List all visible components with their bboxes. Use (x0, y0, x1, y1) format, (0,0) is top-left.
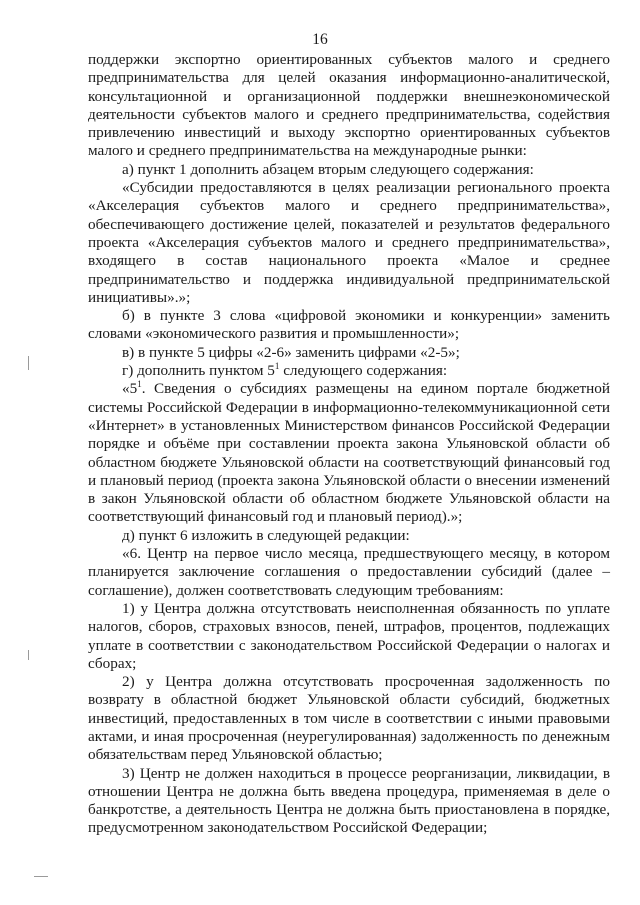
paragraph-10 (88, 600, 610, 673)
scan-mark (28, 356, 29, 370)
paragraph-text: 2) у Центра должна отсутствовать просроченная задолженность по возврату в областной бюджет Ульяновской области субсидий, бюджетных инвестиций, предоставленных в том числе в соответствии с иными правовыми актами, и иная просроченная (неурегулированная) задолженность по денежным обязательствам перед Ульяновской областью; (88, 673, 610, 764)
paragraph-text: «6. Центр на первое число месяца, предшествующего месяцу, в котором планируется заключение соглашения о предоставлении субсидий (далее – соглашение), должен соответствовать следующим требованиям: (88, 545, 610, 599)
paragraph-2 (88, 161, 610, 179)
paragraph-text: поддержки экспортно ориентированных субъектов малого и среднего предпринимательства для целей оказания информационно-аналитической, консультационной и организационной поддержки внешнеэкономической деятельности субъектов малого и среднего предпринимательства, содействия привлечению инвестиций и выходу экспортно ориентированных субъектов малого и среднего предпринимательства на международные рынки: (88, 51, 610, 160)
paragraph-prefix: г) дополнить пунктом 5 (122, 362, 275, 380)
superscript: 1 (274, 360, 280, 371)
paragraph-3 (88, 179, 610, 307)
page-number: 16 (312, 31, 328, 48)
paragraph-12 (88, 765, 610, 838)
paragraph-text: 3) Центр не должен находиться в процессе реорганизации, ликвидации, в отношении Центра не должна быть введена процедура, применяемая в деле о банкротстве, а деятельность Центра не должна быть приостановлена в порядке, предусмотренном законодательством Российской Федерации; (88, 764, 610, 837)
paragraph-text: «Субсидии предоставляются в целях реализации регионального проекта «Акселерация субъектов малого и среднего предпринимательства», обеспечивающего достижение целей, показателей и результатов федерального проекта «Акселерация субъектов малого и среднего предпринимательства», входящего в состав национального проекта «Малое и среднее предпринимательство и поддержка индивидуальной предпринимательской инициативы».»; (88, 179, 610, 306)
paragraph-1 (88, 51, 610, 161)
paragraph-text: б) в пункте 3 слова «цифровой экономики и конкуренции» заменить словами «экономического развития и промышленности»; (88, 307, 610, 343)
paragraph-text: а) пункт 1 дополнить абзацем вторым следующего содержания: (122, 160, 534, 178)
paragraph-4 (88, 307, 610, 344)
paragraph-text: 1) у Центра должна отсутствовать неисполненная обязанность по уплате налогов, сборов, страховых взносов, пеней, штрафов, процентов, подлежащих уплате в соответствии с законодательством Российской Федерации о налогах и сборах; (88, 599, 610, 672)
superscript: 1 (137, 379, 142, 390)
scan-mark (34, 876, 48, 877)
paragraph-6 (88, 362, 610, 380)
paragraph-8 (88, 527, 610, 545)
paragraph-text: в) в пункте 5 цифры «2-6» заменить цифрами «2-5»; (122, 343, 460, 361)
paragraph-prefix: «5 (122, 380, 138, 398)
paragraph-text: следующего содержания: (279, 362, 448, 380)
paragraph-text: д) пункт 6 изложить в следующей редакции: (122, 526, 410, 544)
document-body (88, 51, 610, 838)
paragraph-text: . Сведения о субсидиях размещены на едином портале бюджетной системы Российской Федерации в информационно-телекоммуникационной сети «Интернет» в установленных Министерством финансов Российской Федерации порядке и объёме при составлении проекта закона Ульяновской области об областном бюджете Ульяновской области на соответствующий финансовый год и плановый период (проекта закона Ульяновской области о внесении изменений в закон Ульяновской области об областном бюджете Ульяновской области на соответствующий финансовый год и плановый период).»; (88, 380, 610, 526)
paragraph-7 (88, 380, 610, 526)
paragraph-11 (88, 673, 610, 764)
paragraph-5 (88, 344, 610, 362)
paragraph-9 (88, 545, 610, 600)
scan-mark (28, 650, 29, 660)
